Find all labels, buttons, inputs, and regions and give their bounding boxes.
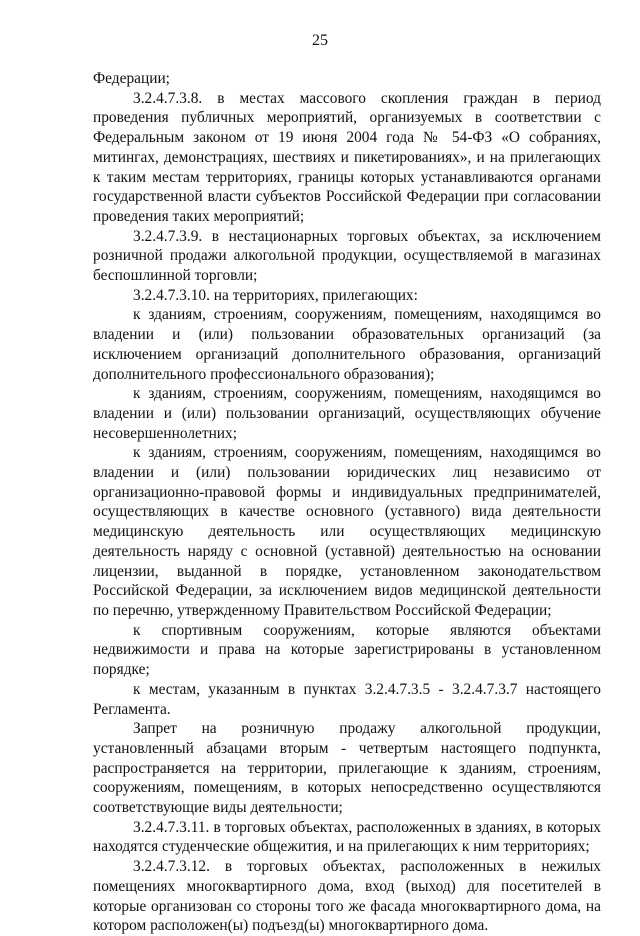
paragraph-medical-activity: к зданиям, строениям, сооружениям, помещениям, находящимся во владении и (или) пользовании юридических лиц независимо от организационно-правовой формы и индивидуальных предпринимателей, осуществляющих в качестве основного (уставного) вида деятельности медицинскую деятельность или осуществляющих медицинскую деятельность наряду с основной (уставной) деятельностью на основании лицензии, выданной в порядке, установленном законодательством Российской Федерации, за исключением видов медицинской деятельности по перечню, утвержденному Правительством Российской Федерации; <box>93 444 601 619</box>
paragraph-3-2-4-7-3-10: 3.2.4.7.3.10. на территориях, прилегающих: <box>133 286 418 304</box>
paragraph-3-2-4-7-3-12: 3.2.4.7.3.12. в торговых объектах, расположенных в нежилых помещениях многоквартирного дома, вход (выход) для посетителей в которые организован со стороны того же фасада многоквартирного дома, на котором расположен(ы) подъезд(ы) многоквартирного дома. <box>93 858 601 935</box>
paragraph-referenced-places: к местам, указанным в пунктах 3.2.4.7.3.5 - 3.2.4.7.3.7 настоящего Регламента. <box>93 680 601 718</box>
paragraph-educational-organizations: к зданиям, строениям, сооружениям, помещениям, находящимся во владении и (или) пользовании образовательных организаций (за исключением организаций дополнительного образования, организаций дополнительного профессионального образования); <box>93 306 601 383</box>
document-body <box>93 69 601 936</box>
page-number: 25 <box>312 32 328 49</box>
paragraph-3-2-4-7-3-11: 3.2.4.7.3.11. в торговых объектах, расположенных в зданиях, в которых находятся студенческие общежития, и на прилегающих к ним территориях; <box>93 818 601 856</box>
paragraph-sports-facilities: к спортивным сооружениям, которые являются объектами недвижимости и права на которые зарегистрированы в установленном порядке; <box>93 621 601 679</box>
paragraph-ban-extension: Запрет на розничную продажу алкогольной продукции, установленный абзацами вторым - четвертым настоящего подпункта, распространяется на территории, прилегающие к зданиям, строениям, сооружениям, помещениям, в которых непосредственно осуществляются соответствующие виды деятельности; <box>93 720 601 817</box>
paragraph-3-2-4-7-3-9: 3.2.4.7.3.9. в нестационарных торговых объектах, за исключением розничной продажи алкогольной продукции, осуществляемой в магазинах беспошлинной торговли; <box>93 227 601 285</box>
paragraph-3-2-4-7-3-8: 3.2.4.7.3.8. в местах массового скопления граждан в период проведения публичных мероприятий, организуемых в соответствии с Федеральным законом от 19 июня 2004 года № 54-ФЗ «О собраниях, митингах, демонстрациях, шествиях и пикетированиях», и на прилегающих к таким местам территориях, границы которых устанавливаются органами государственной власти субъектов Российской Федерации при согласовании проведения таких мероприятий; <box>93 89 601 225</box>
paragraph-continuation: Федерации; <box>93 70 170 87</box>
paragraph-minors-education: к зданиям, строениям, сооружениям, помещениям, находящимся во владении и (или) пользовании организаций, осуществляющих обучение несовершеннолетних; <box>93 385 601 442</box>
